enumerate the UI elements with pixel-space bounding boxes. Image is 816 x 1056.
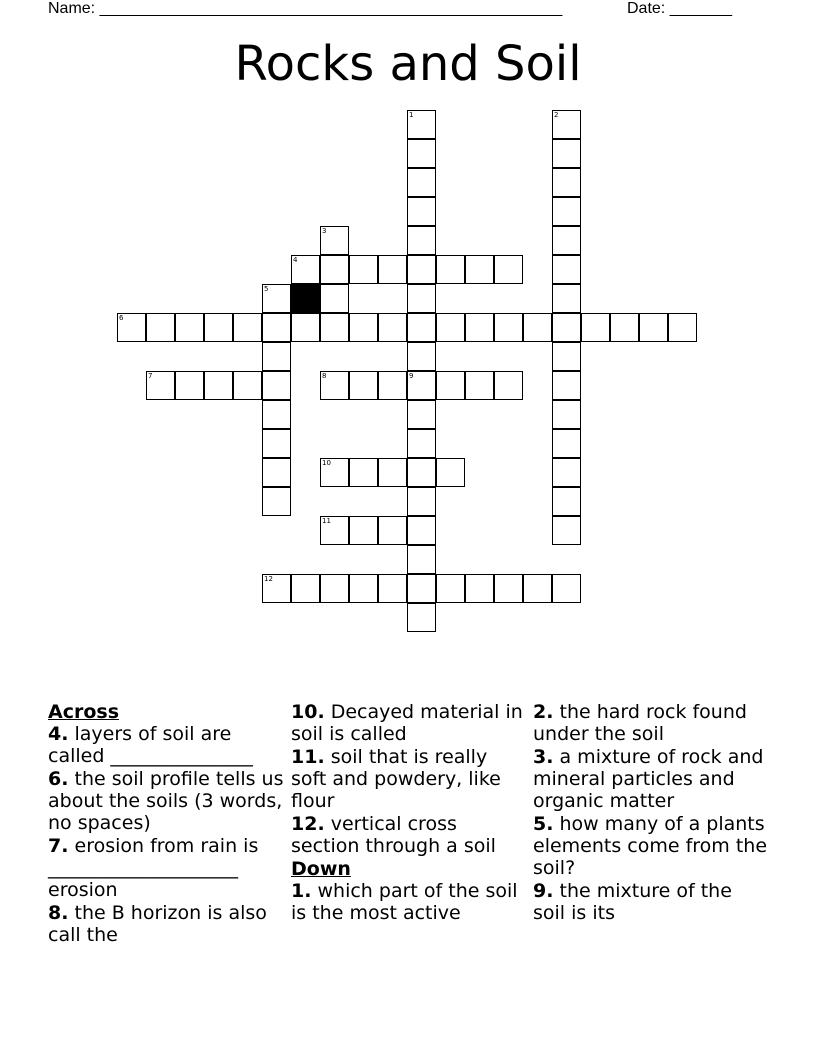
grid-cell[interactable] [552,226,581,255]
grid-cell[interactable] [262,458,291,487]
grid-cell[interactable] [291,313,320,342]
grid-cell[interactable] [262,342,291,371]
down-heading: Down [291,858,351,880]
grid-cell[interactable] [407,284,436,313]
grid-cell[interactable] [291,255,320,284]
grid-cell[interactable] [552,197,581,226]
clue-number: 12 [264,575,273,583]
grid-cell[interactable] [407,574,436,603]
clue-across-6: 6. the soil profile tells us about the soils (3 words, no spaces) [48,768,284,834]
grid-cell[interactable] [436,313,465,342]
grid-cell[interactable] [378,255,407,284]
grid-cell[interactable] [349,255,378,284]
grid-cell[interactable] [349,516,378,545]
grid-cell[interactable] [552,284,581,313]
grid-cell[interactable] [407,139,436,168]
grid-cell[interactable] [204,371,233,400]
grid-cell[interactable] [146,371,175,400]
grid-cell[interactable] [407,603,436,632]
blocked-cell [291,284,320,313]
grid-cell[interactable] [378,516,407,545]
across-heading: Across [48,701,120,723]
clue-number: 7 [148,372,153,380]
grid-cell[interactable] [465,371,494,400]
grid-cell[interactable] [465,313,494,342]
grid-cell[interactable] [262,284,291,313]
grid-cell[interactable] [117,313,146,342]
grid-cell[interactable] [349,371,378,400]
grid-cell[interactable] [233,371,262,400]
clue-number: 4 [293,256,298,264]
clue-column-3 [533,701,769,925]
clue-across-7: 7. erosion from rain is ____________________ erosion [48,835,259,901]
clue-down-9: 9. the mixture of the soil is its [533,880,732,924]
grid-cell[interactable] [494,313,523,342]
grid-cell[interactable] [494,255,523,284]
clue-across-4: 4. layers of soil are called _______________ [48,723,253,767]
grid-cell[interactable] [378,458,407,487]
clue-across-12: 12. vertical cross section through a soil [291,813,496,857]
grid-cell[interactable] [494,574,523,603]
grid-cell[interactable] [262,400,291,429]
clue-column-2 [291,701,523,925]
grid-cell[interactable] [407,197,436,226]
grid-cell[interactable] [523,574,552,603]
grid-cell[interactable] [320,226,349,255]
grid-cell[interactable] [552,574,581,603]
grid-cell[interactable] [146,313,175,342]
clue-number: 9 [409,372,414,380]
grid-cell[interactable] [378,313,407,342]
grid-cell[interactable] [552,342,581,371]
clue-number: 11 [322,517,331,525]
grid-cell[interactable] [552,255,581,284]
grid-cell[interactable] [320,284,349,313]
grid-cell[interactable] [494,371,523,400]
grid-cell[interactable] [407,168,436,197]
grid-cell[interactable] [552,168,581,197]
grid-cell[interactable] [407,429,436,458]
grid-cell[interactable] [523,313,552,342]
grid-cell[interactable] [407,313,436,342]
grid-cell[interactable] [233,313,262,342]
grid-cell[interactable] [320,313,349,342]
grid-cell[interactable] [552,371,581,400]
grid-cell[interactable] [349,458,378,487]
grid-cell[interactable] [407,226,436,255]
grid-cell[interactable] [378,371,407,400]
grid-cell[interactable] [262,371,291,400]
grid-cell[interactable] [436,255,465,284]
grid-cell[interactable] [610,313,639,342]
grid-cell[interactable] [552,400,581,429]
date-label: Date: [627,0,670,17]
clue-number: 10 [322,459,331,467]
clue-column-1 [48,701,284,947]
grid-cell[interactable] [320,458,349,487]
grid-cell[interactable] [407,371,436,400]
grid-cell[interactable] [407,110,436,139]
grid-cell[interactable] [349,313,378,342]
grid-cell[interactable] [465,255,494,284]
grid-cell[interactable] [407,342,436,371]
clue-number: 6 [119,314,124,322]
grid-cell[interactable] [552,313,581,342]
grid-cell[interactable] [407,400,436,429]
clue-across-8: 8. the B horizon is also call the [48,902,267,946]
grid-cell[interactable] [175,371,204,400]
grid-cell[interactable] [320,255,349,284]
grid-cell[interactable] [320,371,349,400]
grid-cell[interactable] [436,574,465,603]
grid-cell[interactable] [291,574,320,603]
grid-cell[interactable] [436,458,465,487]
grid-cell[interactable] [204,313,233,342]
grid-cell[interactable] [552,429,581,458]
grid-cell[interactable] [407,545,436,574]
clue-number: 5 [264,285,269,293]
grid-cell[interactable] [262,429,291,458]
grid-cell[interactable] [465,574,494,603]
clue-across-11: 11. soil that is really soft and powdery, like flour [291,746,501,812]
grid-cell[interactable] [407,487,436,516]
grid-cell[interactable] [407,516,436,545]
grid-cell[interactable] [668,313,697,342]
grid-cell[interactable] [552,487,581,516]
name-label: Name: [48,0,100,17]
grid-cell[interactable] [320,574,349,603]
grid-cell[interactable] [378,574,407,603]
grid-cell[interactable] [262,487,291,516]
clue-down-3: 3. a mixture of rock and mineral particles and organic matter [533,746,764,812]
clue-number: 1 [409,111,414,119]
grid-cell[interactable] [436,371,465,400]
grid-cell[interactable] [349,574,378,603]
grid-cell[interactable] [407,458,436,487]
grid-cell[interactable] [552,110,581,139]
grid-cell[interactable] [581,313,610,342]
clue-across-10: 10. Decayed material in soil is called [291,701,523,745]
grid-cell[interactable] [262,313,291,342]
grid-cell[interactable] [552,458,581,487]
grid-cell[interactable] [552,139,581,168]
name-blank[interactable]: ____________________________________________________ [99,0,563,17]
grid-cell[interactable] [320,516,349,545]
date-blank[interactable]: _______ [669,0,732,17]
grid-cell[interactable] [175,313,204,342]
clue-number: 8 [322,372,327,380]
grid-cell[interactable] [407,255,436,284]
clue-down-2: 2. the hard rock found under the soil [533,701,747,745]
grid-cell[interactable] [552,516,581,545]
grid-cell[interactable] [639,313,668,342]
clue-number: 2 [554,111,559,119]
clue-number: 3 [322,227,327,235]
page-title: Rocks and Soil [234,36,582,92]
clue-down-1: 1. which part of the soil is the most active [291,880,518,924]
grid-cell[interactable] [262,574,291,603]
clue-down-5: 5. how many of a plants elements come from the soil? [533,813,768,879]
